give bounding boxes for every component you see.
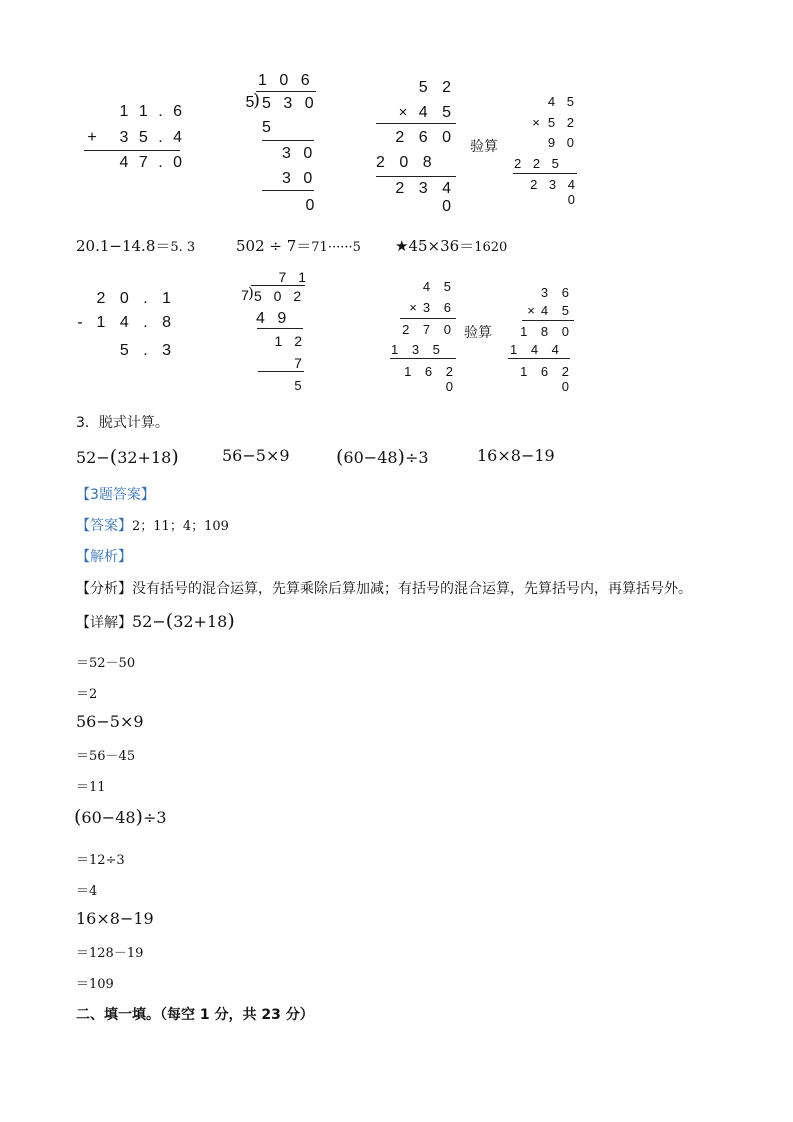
check2-partial-1: 1 8 0	[520, 324, 574, 339]
step-2-2: 1 2	[274, 333, 306, 349]
minus-sign: -	[77, 314, 83, 331]
divisor: 5	[245, 94, 255, 111]
remainder-2: 5	[294, 378, 302, 393]
result-c-expr: ★45×36＝	[395, 237, 475, 255]
sum-result: 4 7 . 0	[119, 154, 185, 171]
division-bar-2	[251, 285, 305, 286]
q3-expr-1a: 52−	[76, 448, 110, 467]
detail-1-step-1: ＝52－50	[76, 656, 136, 671]
step-line-1	[262, 140, 314, 141]
check2-factor-2: 4 5	[540, 303, 574, 318]
fenxi-tag: 【分析】	[76, 581, 132, 597]
partial-2: 2 0 8	[376, 154, 437, 171]
detail-3-step-1: ＝12÷3	[76, 853, 125, 868]
step-3: 3 0	[282, 170, 317, 187]
check-partial-1: 9 0	[547, 135, 578, 150]
product-line-2-2	[390, 358, 456, 359]
factor-2: 4 5	[418, 104, 456, 121]
check2-line-2	[508, 358, 570, 359]
q3-expr-1b: 32+18	[117, 448, 172, 467]
partial-2-1: 2 7 0	[402, 322, 456, 337]
minuend: 2 0 . 1	[96, 290, 176, 307]
product-line-1	[376, 123, 456, 124]
check2-partial-2: 1 4 4	[510, 342, 564, 357]
detail-4-step-2: ＝109	[76, 977, 114, 992]
dividend-2: 5 0 2	[254, 288, 306, 304]
subtrahend: 1 4 . 8	[96, 314, 176, 331]
step-1: 5	[262, 119, 271, 136]
check-product: 2 3 4 0	[530, 177, 579, 207]
addend-1: 1 1 . 6	[119, 103, 185, 120]
step-line-2-1	[257, 328, 303, 329]
check-factor-1: 4 5	[547, 94, 578, 109]
quotient-2: 7 1	[278, 269, 310, 285]
sum-line	[84, 150, 180, 151]
detail-3-step-2: ＝4	[76, 884, 98, 899]
product-2: 1 6 2 0	[404, 364, 458, 394]
q3-expr-2: 56−5×9	[222, 446, 290, 465]
factor-1: 5 2	[418, 79, 456, 96]
check2-factor-1: 3 6	[540, 285, 574, 300]
check-line	[513, 173, 577, 174]
division-bar	[256, 91, 316, 92]
q3-expr-3: (60−48)÷3	[336, 446, 429, 468]
times-sign: ×	[398, 104, 408, 121]
result-b-expr: 502 ÷ 7＝	[236, 237, 312, 255]
check-factor-2: 5 2	[547, 115, 578, 130]
remainder: 0	[305, 197, 315, 214]
product-line-2	[376, 176, 456, 177]
division-bracket: )	[253, 90, 261, 111]
result-b-value: 71······5	[311, 240, 361, 255]
step-line-2-2	[258, 371, 304, 372]
times-sign-2: ×	[409, 300, 417, 315]
result-c-value: 1620	[474, 240, 508, 255]
factor-2-1: 4 5	[422, 279, 456, 294]
check-label-2: 验算	[464, 325, 492, 341]
section-2-heading: 二、填一填。（每空 1 分，共 23 分）	[76, 1007, 314, 1023]
step-2: 3 0	[282, 145, 317, 162]
q3-expr-3a: 60−48	[343, 448, 398, 467]
check-partial-2: 2 2 5	[514, 156, 563, 171]
answer-tag: 【答案】	[76, 518, 132, 534]
step-2-1: 4 9	[256, 310, 291, 327]
plus-sign: +	[87, 129, 97, 146]
product: 2 3 4 0	[395, 180, 456, 215]
result-b	[236, 235, 361, 256]
result-a-expr: 20.1−14.8＝	[76, 237, 171, 255]
check2-line-1	[522, 320, 574, 321]
result-a	[76, 235, 195, 256]
jiexi-label: 【解析】	[76, 549, 132, 565]
detail-expr-1b: 32+18	[173, 612, 228, 631]
step-2-3: 7	[294, 355, 302, 371]
fenxi-line	[76, 578, 692, 598]
q3-answer-header: 【3题答案】	[76, 487, 155, 503]
q3-expr-1: 52−(32+18)	[76, 446, 179, 468]
fenxi-text: 没有括号的混合运算，先算乘除后算加减；有括号的混合运算，先算括号内，再算括号外。	[132, 581, 692, 597]
quotient: 1 0 6	[258, 72, 314, 89]
xiangjie-tag: 【详解】	[76, 615, 132, 631]
addend-2: 3 5 . 4	[119, 129, 185, 146]
detail-expr-3a: 60−48	[81, 808, 136, 827]
factor-2-2: 3 6	[422, 300, 456, 315]
division-bracket-2: )	[248, 284, 254, 302]
detail-2-step-1: ＝56－45	[76, 749, 136, 764]
difference: 5 . 3	[119, 342, 176, 359]
detail-expr-3b: ÷3	[142, 808, 167, 827]
xiangjie-line: 【详解】52−(32+18)	[76, 610, 235, 632]
detail-expr-3: (60−48)÷3	[74, 806, 167, 828]
answer-text: 2；11；4；109	[132, 519, 229, 534]
dividend: 5 3 0	[262, 95, 318, 112]
detail-2-step-2: ＝11	[76, 780, 106, 795]
q3-expr-3b: ÷3	[404, 448, 429, 467]
check-label: 验算	[470, 139, 498, 155]
q3-expr-4: 16×8−19	[477, 446, 555, 465]
check2-times-sign: ×	[527, 303, 535, 318]
divisor-2: 7	[241, 287, 249, 303]
detail-1-step-2: ＝2	[76, 687, 98, 702]
step-line-2	[262, 190, 314, 191]
detail-expr-2: 56−5×9	[76, 712, 144, 731]
detail-expr-1a: 52−	[132, 612, 166, 631]
result-a-value: 5. 3	[170, 240, 196, 255]
detail-expr-4: 16×8−19	[76, 909, 154, 928]
check-times-sign: ×	[532, 115, 540, 130]
detail-4-step-1: ＝128－19	[76, 946, 144, 961]
product-line-2-1	[400, 318, 456, 319]
check2-product: 1 6 2 0	[520, 364, 574, 394]
result-c	[395, 235, 507, 256]
partial-2-2: 1 3 5	[391, 342, 445, 357]
q3-title: 3．脱式计算。	[76, 415, 169, 431]
q3-answer	[76, 515, 229, 535]
partial-1: 2 6 0	[395, 129, 456, 146]
